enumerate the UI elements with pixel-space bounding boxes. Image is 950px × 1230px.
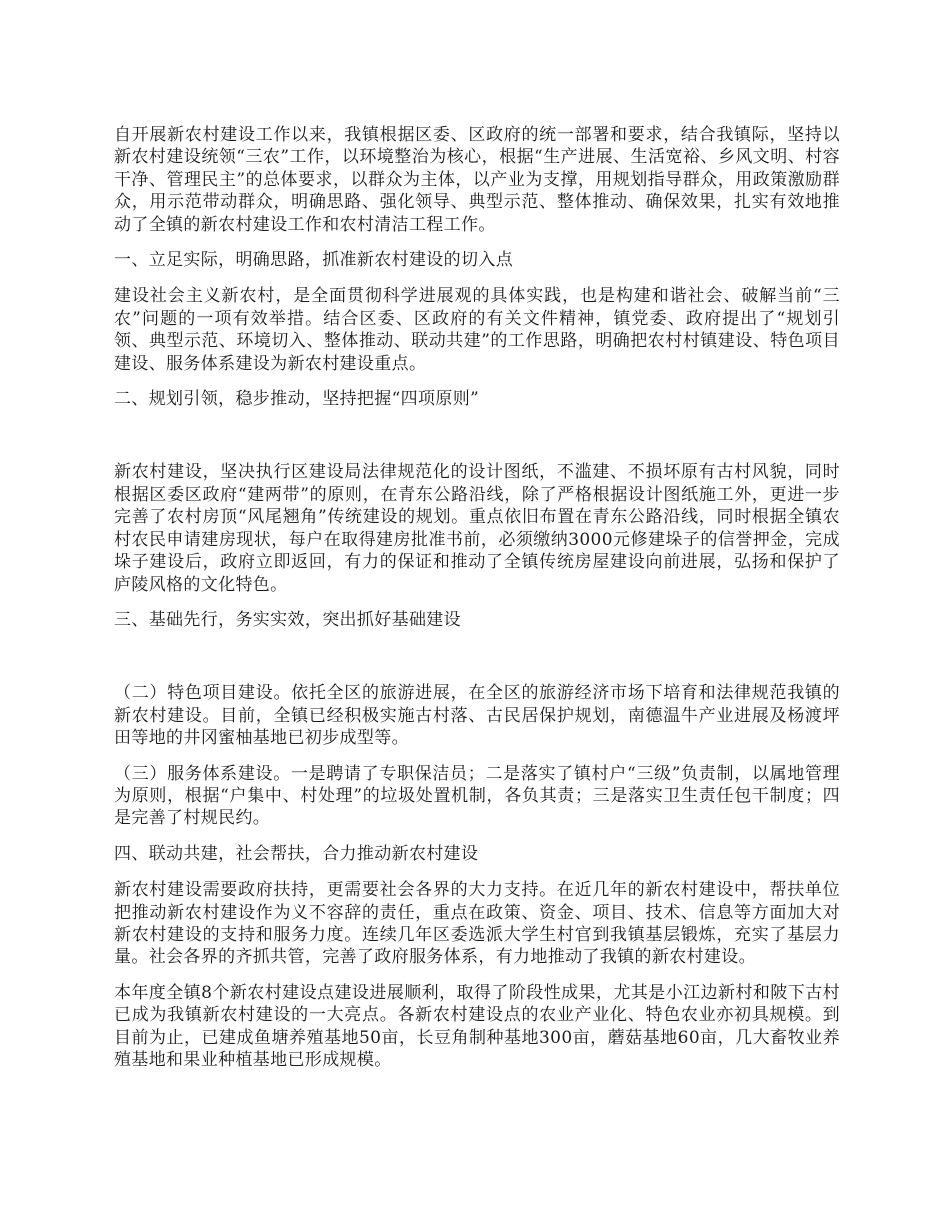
summary-paragraph: 本年度全镇8个新农村建设点建设进展顺利，取得了阶段性成果，尤其是小江边新村和陂下古村已成为我镇新农村建设的一大亮点。各新农村建设点的农业产业化、特色农业亦初具规模。到目前为止，已建成鱼塘养殖基地50亩，长豆角制种基地300亩，蘑菇基地60亩，几大畜牧业养殖基地和果业种植基地已形成规模。 bbox=[114, 982, 840, 1070]
section-heading-3: 三、基础先行，务实实效，突出抓好基础建设 bbox=[114, 609, 461, 630]
section-heading-1: 一、立足实际，明确思路，抓准新农村建设的切入点 bbox=[114, 250, 514, 271]
section-heading-2: 二、规划引领，稳步推动，坚持把握“四项原则” bbox=[114, 389, 480, 410]
section-2-paragraph: 新农村建设，坚决执行区建设局法律规范化的设计图纸，不滥建、不损坏原有古村风貌，同时根据区委区政府“建两带”的原则，在青东公路沿线，除了严格根据设计图纸施工外，更进一步完善了农村房顶“风尾翘角”传统建设的规划。重点依旧布置在青东公路沿线，同时根据全镇农村农民申请建房现状，每户在取得建房批准书前，必须缴纳3000元修建垛子的信誉押金，完成垛子建设后，政府立即返回，有力的保证和推动了全镇传统房屋建设向前进展，弘扬和保护了庐陵风格的文化特色。 bbox=[114, 462, 840, 595]
document-body bbox=[114, 124, 840, 1084]
special-projects-paragraph: （二）特色项目建设。依托全区的旅游进展，在全区的旅游经济市场下培育和法律规范我镇的新农村建设。目前，全镇已经积极实施古村落、古民居保护规划，南德温牛产业进展及杨渡坪田等地的井冈蜜柚基地已初步成型等。 bbox=[114, 683, 840, 749]
section-4-paragraph: 新农村建设需要政府扶持，更需要社会各界的大力支持。在近几年的新农村建设中，帮扶单位把推动新农村建设作为义不容辞的责任，重点在政策、资金、项目、技术、信息等方面加大对新农村建设的支持和服务力度。连续几年区委选派大学生村官到我镇基层锻炼，充实了基层力量。社会各界的齐抓共管，完善了政府服务体系，有力地推动了我镇的新农村建设。 bbox=[114, 880, 840, 968]
blank-space bbox=[114, 424, 840, 461]
section-heading-4: 四、联动共建，社会帮扶，合力推动新农村建设 bbox=[114, 843, 479, 864]
service-system-paragraph: （三）服务体系建设。一是聘请了专职保洁员；二是落实了镇村户“三级”负责制，以属地管理为原则，根据“户集中、村处理”的垃圾处置机制，各负其责；三是落实卫生责任包干制度；四是完善了村规民约。 bbox=[114, 763, 840, 829]
intro-paragraph: 自开展新农村建设工作以来，我镇根据区委、区政府的统一部署和要求，结合我镇际，坚持以新农村建设统领“三农”工作，以环境整治为核心，根据“生产进展、生活宽裕、乡风文明、村容干净、管理民主”的总体要求，以群众为主体，以产业为支撑，用规划指导群众，用政策激励群众，用示范带动群众，明确思路、强化领导、典型示范、整体推动、确保效果，扎实有效地推动了全镇的新农村建设工作和农村清洁工程工作。 bbox=[114, 125, 840, 235]
section-1-paragraph: 建设社会主义新农村，是全面贯彻科学进展观的具体实践，也是构建和谐社会、破解当前“三农”问题的一项有效举措。结合区委、区政府的有关文件精神，镇党委、政府提出了“规划引领、典型示范、环境切入、整体推动、联动共建”的工作思路，明确把农村村镇建设、特色项目建设、服务体系建设为新农村建设重点。 bbox=[114, 286, 840, 374]
blank-space bbox=[114, 645, 840, 682]
